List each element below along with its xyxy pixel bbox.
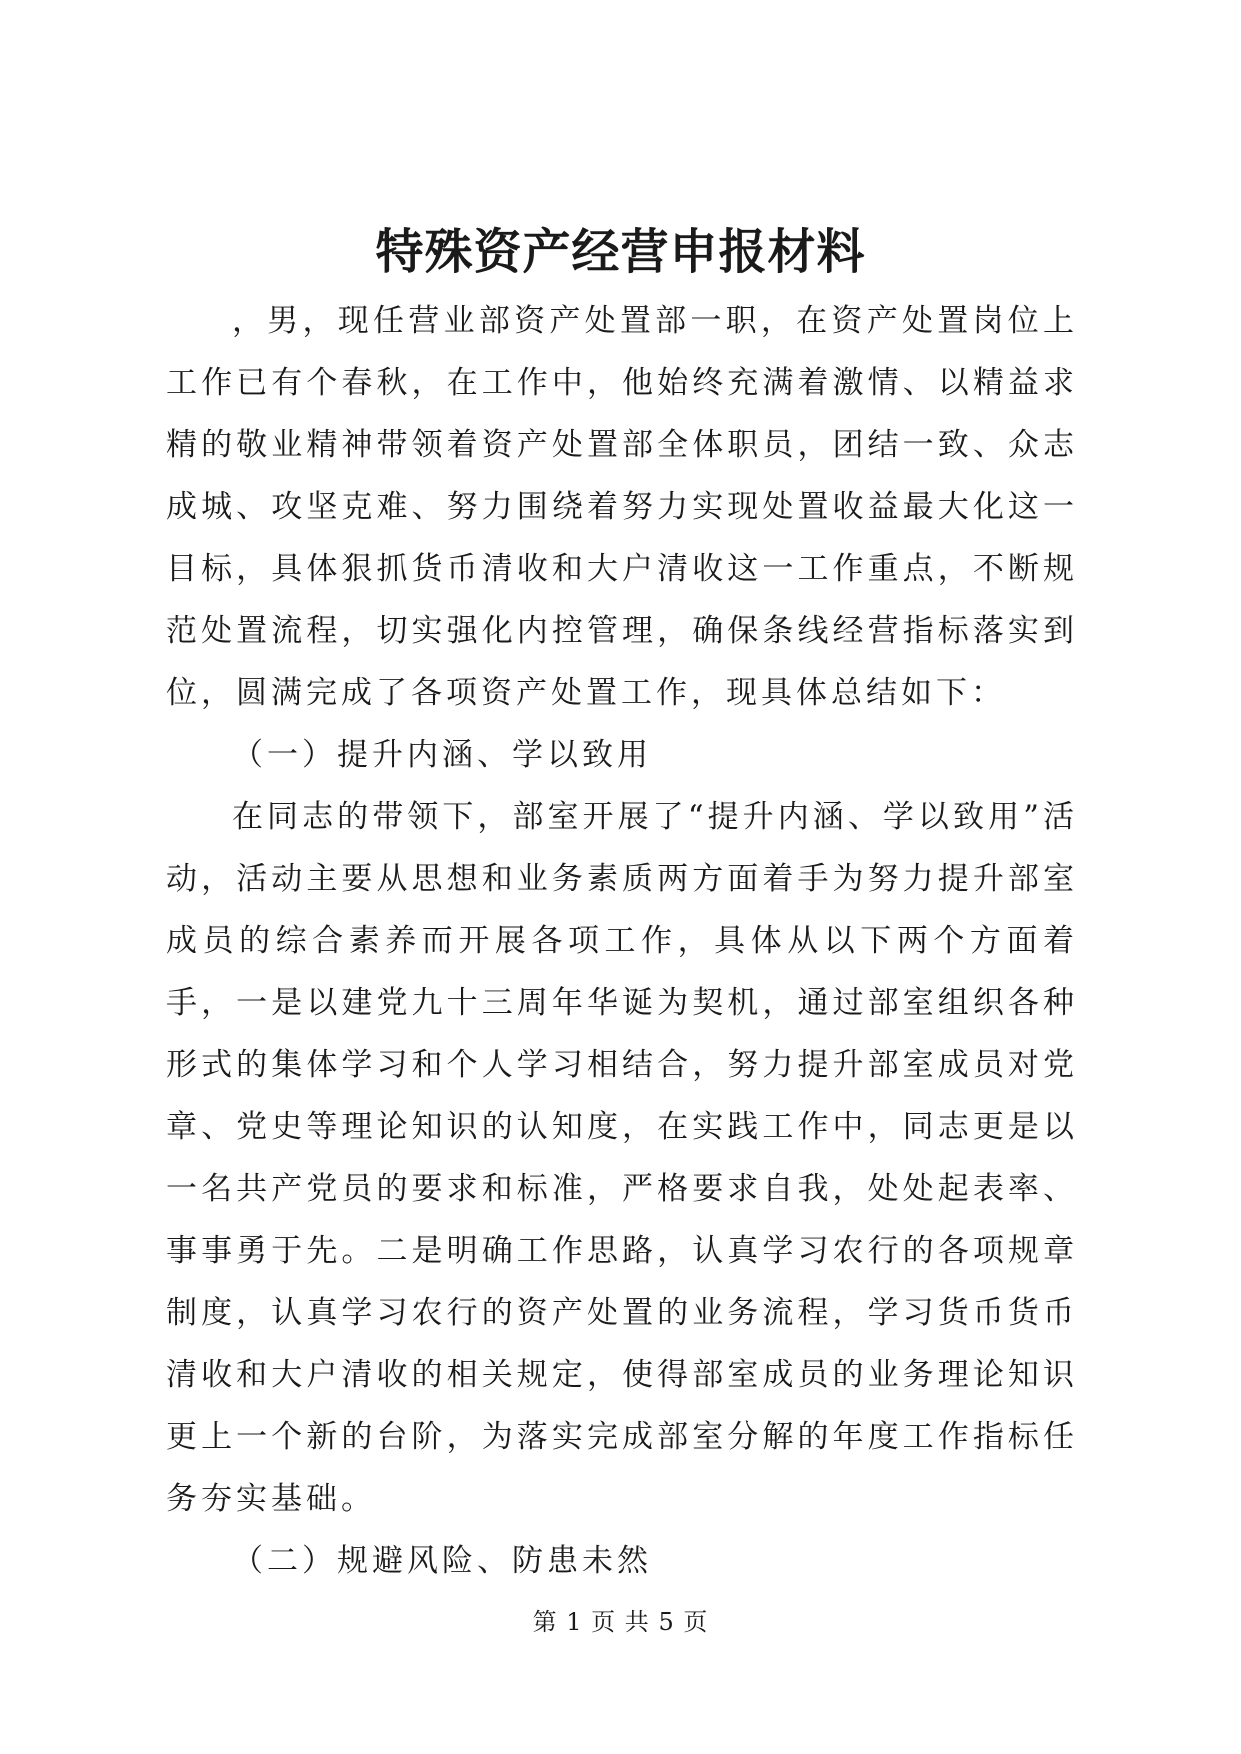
section-1-paragraph: 在同志的带领下，部室开展了“提升内涵、学以致用”活动，活动主要从思想和业务素质两方面着手为努力提升部室成员的综合素养而开展各项工作，具体从以下两个方面着手，一是以建党九十三周年华诞为契机，通过部室组织各种形式的集体学习和个人学习相结合，努力提升部室成员对党章、党史等理论知识的认知度，在实践工作中，同志更是以一名共产党员的要求和标准，严格要求自我，处处起表率、事事勇于先。二是明确工作思路，认真学习农行的各项规章制度，认真学习农行的资产处置的业务流程，学习货币货币清收和大户清收的相关规定，使得部室成员的业务理论知识更上一个新的台阶，为落实完成部室分解的年度工作指标任务夯实基础。 [166, 799, 1078, 1517]
document-title: 特殊资产经营申报材料 [375, 224, 866, 280]
document-body [166, 290, 1078, 1592]
intro-paragraph: ，男，现任营业部资产处置部一职，在资产处置岗位上工作已有个春秋，在工作中，他始终充满着激情、以精益求精的敬业精神带领着资产处置部全体职员，团结一致、众志成城、攻坚克难、努力围绕着努力实现处置收益最大化这一目标，具体狠抓货币清收和大户清收这一工作重点，不断规范处置流程，切实强化内控管理，确保条线经营指标落实到位，圆满完成了各项资产处置工作，现具体总结如下： [166, 303, 1078, 711]
section-heading-2: （二）规避风险、防患未然 [232, 1543, 652, 1579]
section-heading-1: （一）提升内涵、学以致用 [232, 737, 652, 773]
page-number-footer: 第 1 页 共 5 页 [532, 1608, 709, 1636]
